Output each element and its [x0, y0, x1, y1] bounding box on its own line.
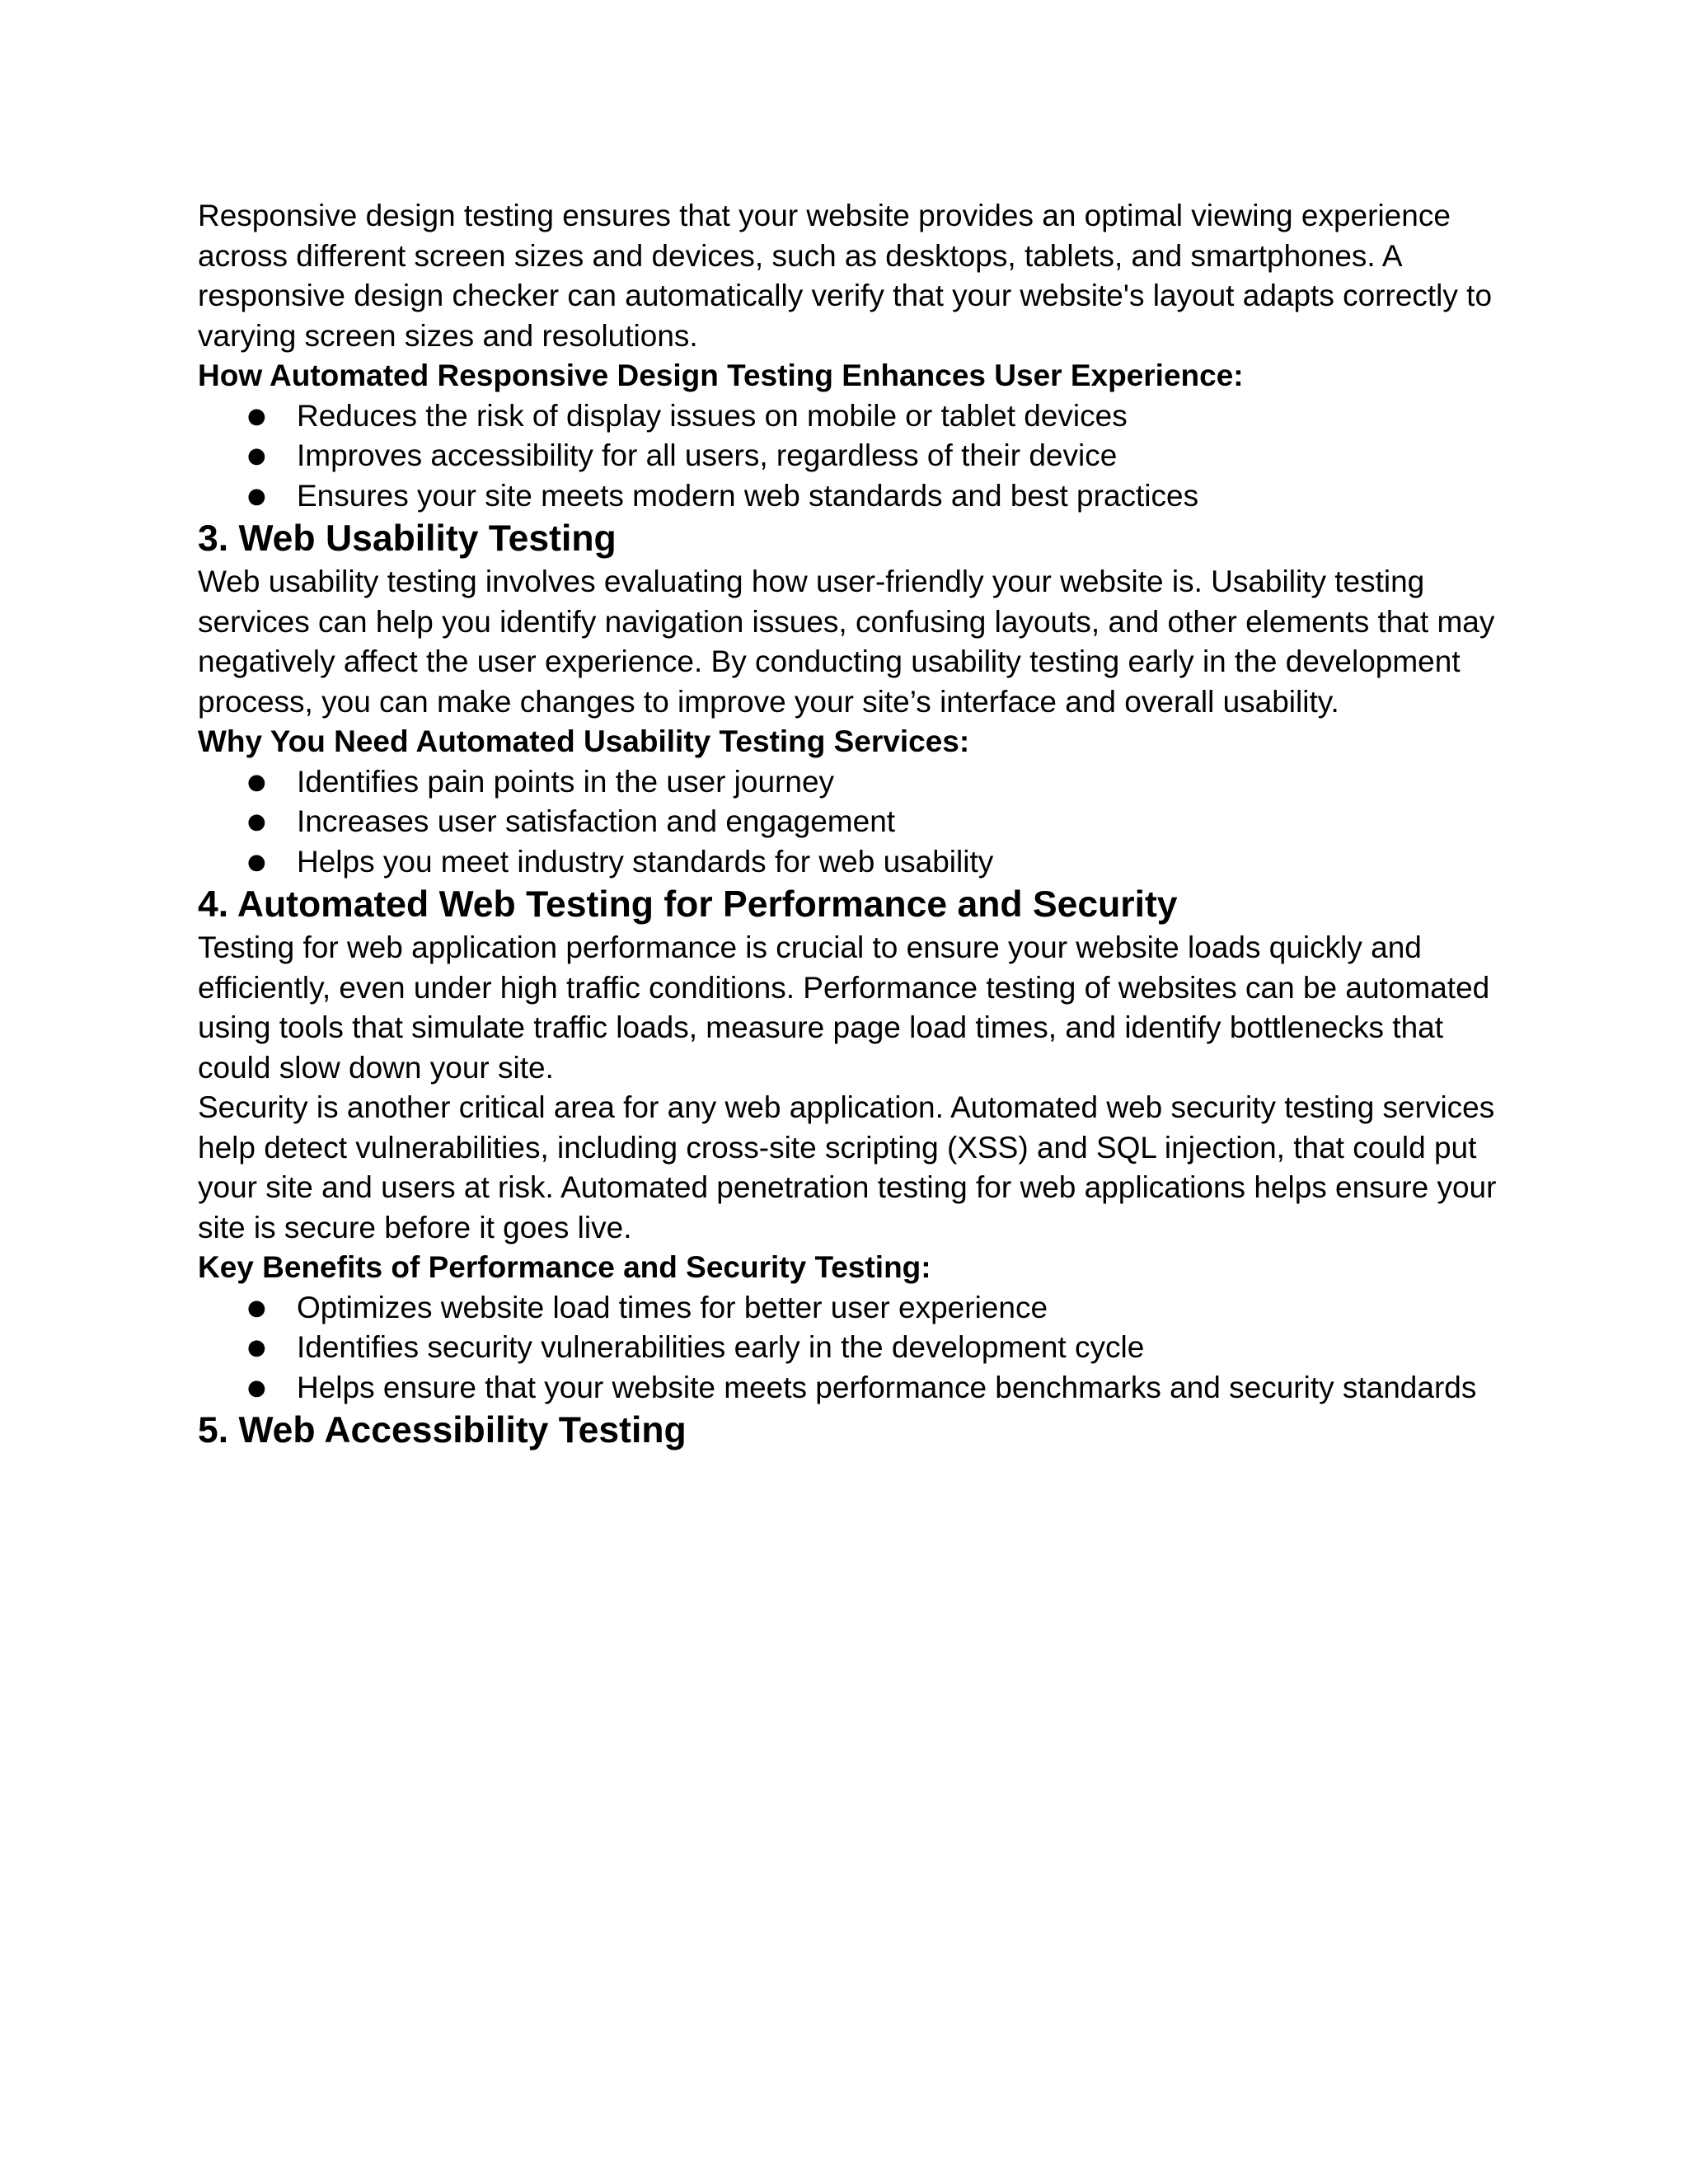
section-4-bullet-list [198, 1288, 1517, 1408]
list-item [198, 396, 1517, 437]
bullet-icon: ● [247, 1335, 266, 1360]
bullet-icon: ● [247, 403, 266, 429]
list-item [198, 1288, 1517, 1329]
bullet-icon: ● [247, 483, 266, 509]
list-item [198, 476, 1517, 517]
bullet-icon: ● [247, 809, 266, 834]
section-3-bullet-list [198, 762, 1517, 883]
list-item-text: Helps you meet industry standards for web usability [297, 844, 994, 879]
intro-paragraph: Responsive design testing ensures that your website provides an optimal viewing experience across different screen sizes and devices, such as desktops, tablets, and smartphones. A responsive design checker can automatically verify that your website's layout adapts correctly to varying screen sizes and resolutions. [198, 199, 1493, 353]
section-5-heading: 5. Web Accessibility Testing [198, 1410, 687, 1451]
bullet-icon: ● [247, 443, 266, 468]
section-3-paragraph: Web usability testing involves evaluating how user-friendly your website is. Usability testing services can help you identify navigation issues, confusing layouts, and other elements that may negatively affect the user experience. By conducting usability testing early in the development process, you can make changes to improve your site’s interface and overall usability. [198, 565, 1495, 719]
list-item [198, 842, 1517, 883]
list-item-text: Helps ensure that your website meets performance benchmarks and security standards [297, 1370, 1477, 1404]
list-item-text: Identifies security vulnerabilities early in the development cycle [297, 1330, 1145, 1364]
list-item [198, 436, 1517, 476]
section-4-paragraph-2: Security is another critical area for any web application. Automated web security testing services help detect vulnerabilities, including cross-site scripting (XSS) and SQL injection, that could put your site and users at risk. Automated penetration testing for web applications helps ensure your site is secure before it goes live. [198, 1090, 1497, 1244]
list-item [198, 1368, 1517, 1408]
list-item [198, 762, 1517, 803]
bullet-icon: ● [247, 1375, 266, 1400]
list-item [198, 802, 1517, 842]
bullet-icon: ● [247, 1295, 266, 1320]
list-item-text: Reduces the risk of display issues on mobile or tablet devices [297, 398, 1128, 433]
list-item-text: Identifies pain points in the user journey [297, 764, 835, 799]
section-4-heading: 4. Automated Web Testing for Performance and Security [198, 884, 1178, 925]
bullet-icon: ● [247, 769, 266, 794]
document-page [198, 196, 1517, 1454]
section-4-subheading: Key Benefits of Performance and Security Testing: [198, 1250, 931, 1284]
list-item-text: Improves accessibility for all users, regardless of their device [297, 438, 1118, 472]
section-4-paragraph-1: Testing for web application performance is crucial to ensure your website loads quickly and efficiently, even under high traffic conditions. Performance testing of websites can be automated using tools that simulate traffic loads, measure page load times, and identify bottlenecks that could slow down your site. [198, 930, 1490, 1085]
bullet-icon: ● [247, 849, 266, 874]
list-item [198, 1328, 1517, 1368]
section-3-heading: 3. Web Usability Testing [198, 518, 617, 559]
responsive-bullet-list [198, 396, 1517, 517]
list-item-text: Ensures your site meets modern web standards and best practices [297, 478, 1199, 513]
section-3-subheading: Why You Need Automated Usability Testing Services: [198, 724, 970, 758]
list-item-text: Increases user satisfaction and engagement [297, 804, 896, 838]
responsive-subheading: How Automated Responsive Design Testing Enhances User Experience: [198, 359, 1244, 392]
list-item-text: Optimizes website load times for better user experience [297, 1290, 1048, 1324]
